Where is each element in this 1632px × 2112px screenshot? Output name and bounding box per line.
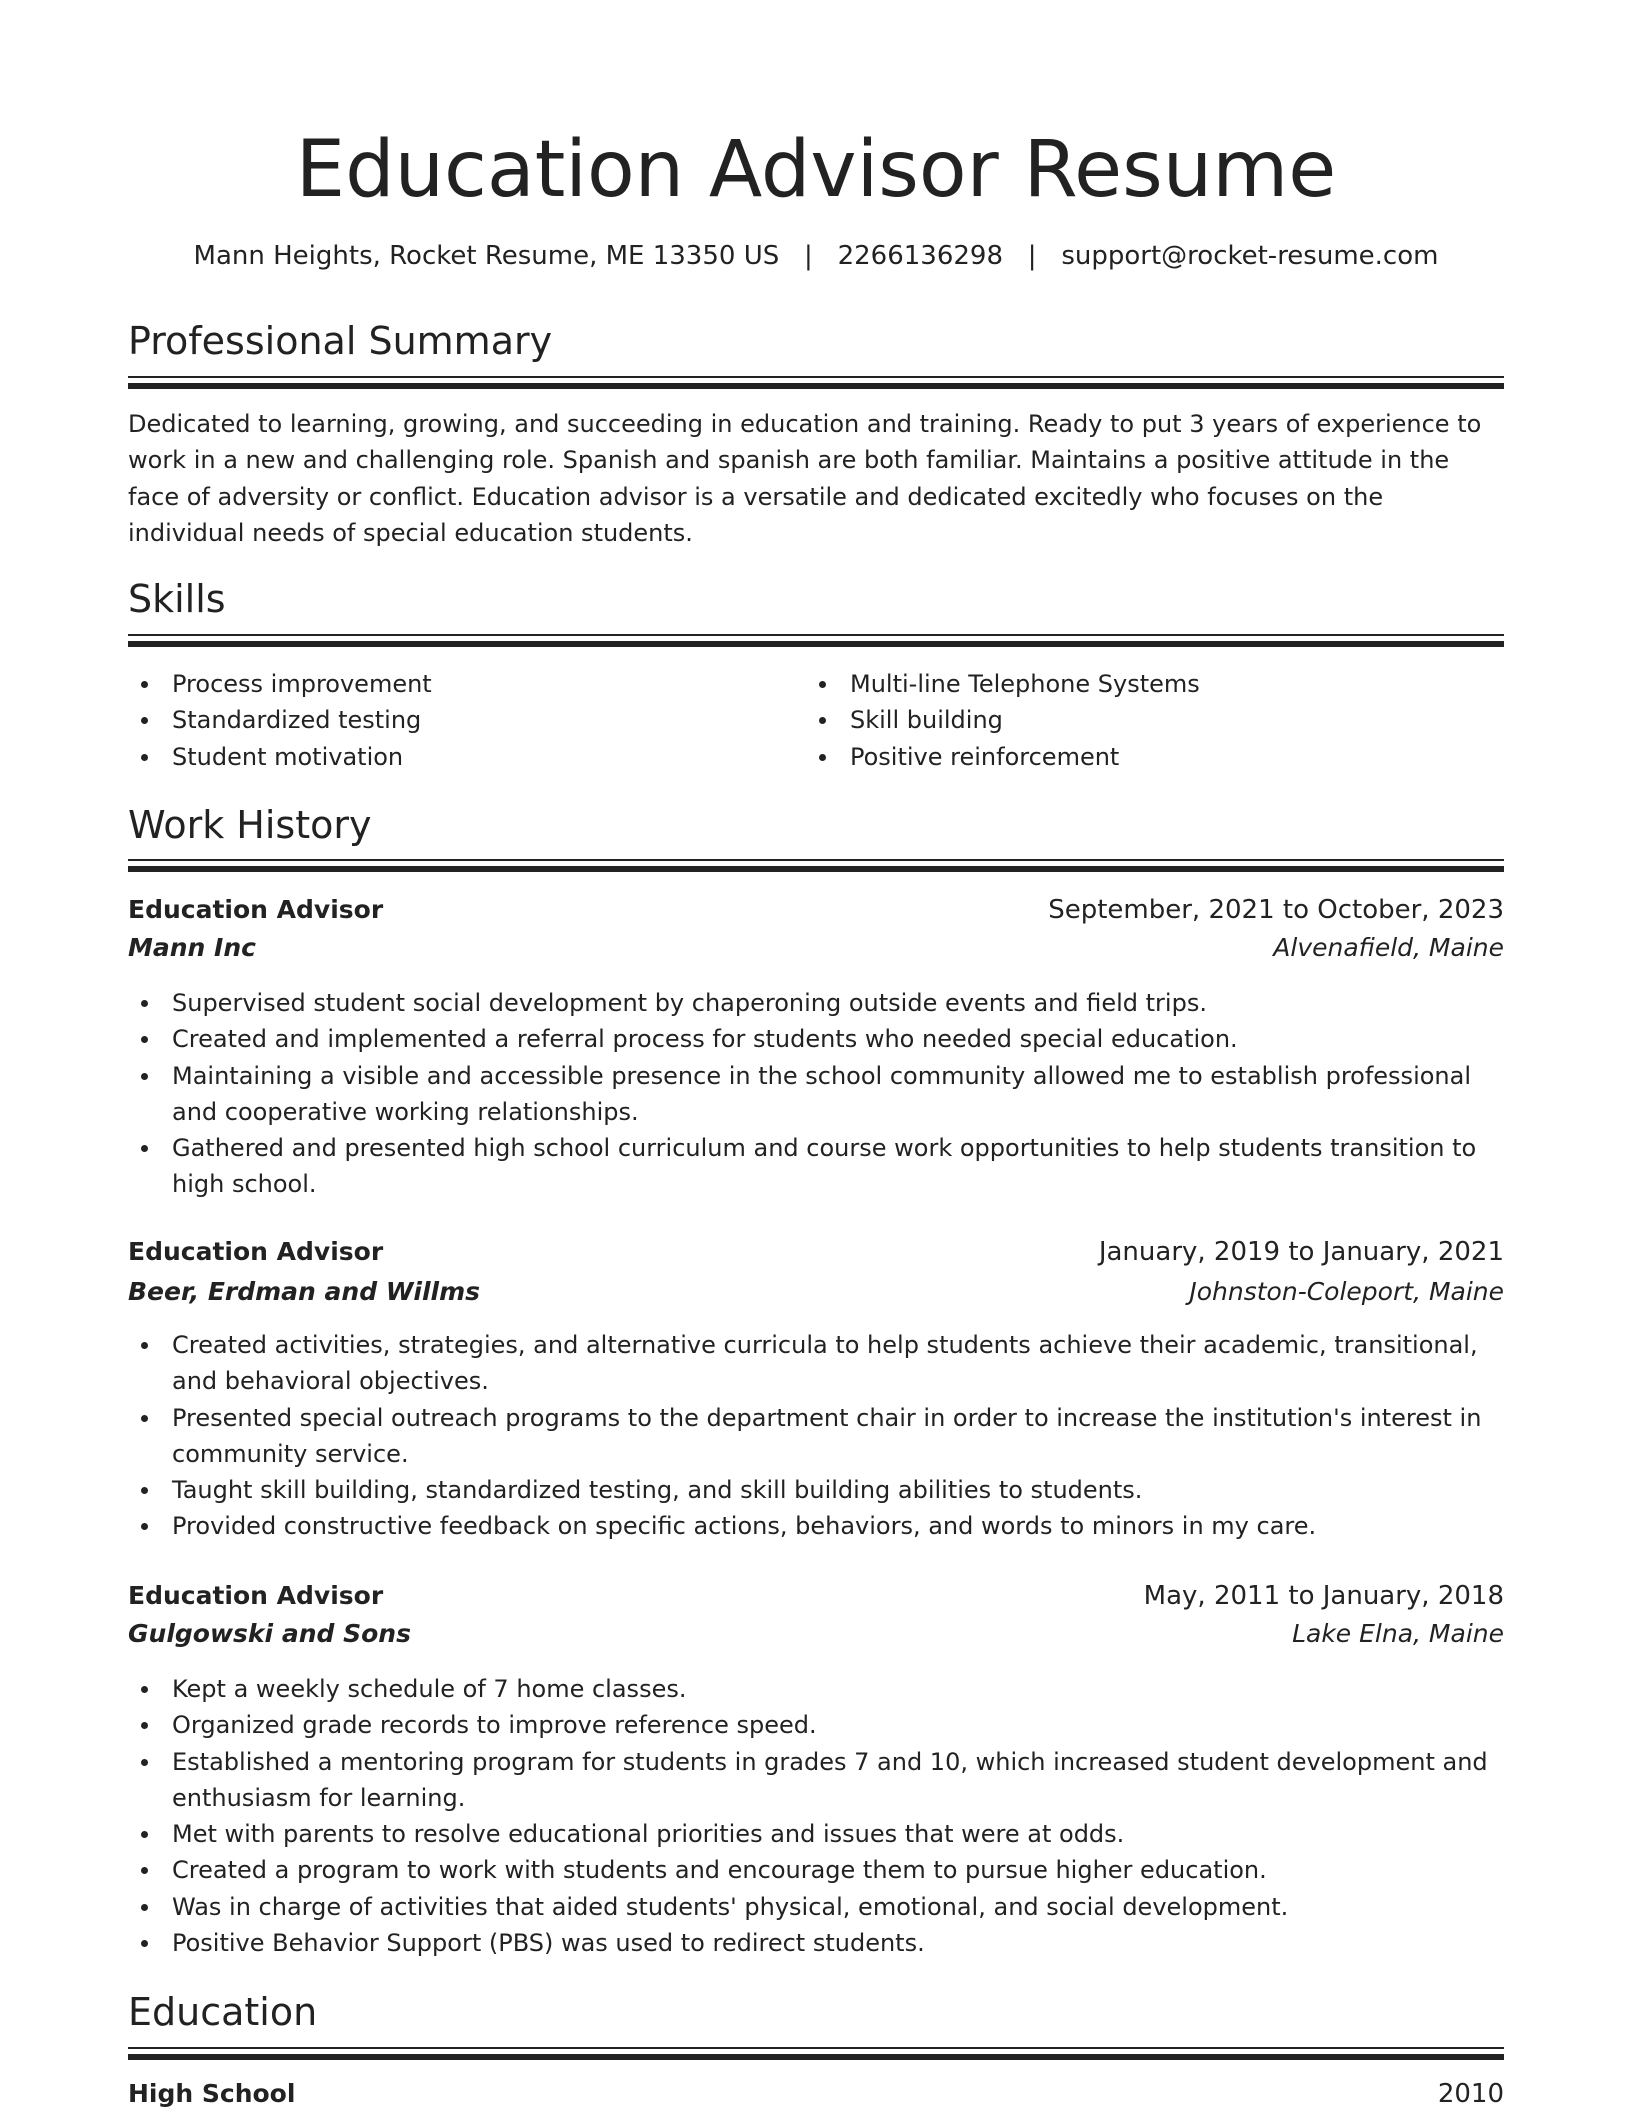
job-bullets — [128, 1671, 1504, 1961]
skills-list-left — [128, 666, 768, 775]
job-title: Education Advisor — [128, 895, 384, 924]
education-divider-thin — [128, 2047, 1504, 2049]
skills-divider-thick — [128, 641, 1504, 647]
summary-heading: Professional Summary — [128, 319, 553, 363]
skill-item: Positive reinforcement — [806, 739, 1446, 775]
skill-item: Standardized testing — [128, 702, 768, 738]
summary-divider-thin — [128, 376, 1504, 378]
job-bullet: Presented special outreach programs to the department chair in order to increase the institution's interest in community service. — [128, 1400, 1504, 1473]
job-location: Johnston-Coleport, Maine — [1189, 1277, 1504, 1306]
job-bullet: Maintaining a visible and accessible presence in the school community allowed me to establish professional and cooperative working relationships. — [128, 1058, 1504, 1131]
skills-section-header — [128, 574, 1504, 624]
job-bullet: Created a program to work with students and encourage them to pursue higher education. — [128, 1852, 1504, 1888]
job-bullets — [128, 1327, 1504, 1545]
contact-line: Mann Heights, Rocket Resume, ME 13350 US | 2266136298 | support@rocket-resume.com — [193, 241, 1439, 271]
skill-item: Student motivation — [128, 739, 768, 775]
education-degree: High School — [128, 2079, 296, 2108]
education-divider-thick — [128, 2054, 1504, 2060]
education-section-header — [128, 1987, 1504, 2037]
job-bullet: Gathered and presented high school curriculum and course work opportunities to help students transition to high school. — [128, 1130, 1504, 1203]
summary-divider-thick — [128, 383, 1504, 389]
job-bullet: Created activities, strategies, and alternative curricula to help students achieve their academic, transitional, and behavioral objectives. — [128, 1327, 1504, 1400]
job-bullet: Supervised student social development by chaperoning outside events and field trips. — [128, 985, 1504, 1021]
job-bullet: Established a mentoring program for students in grades 7 and 10, which increased student development and enthusiasm for learning. — [128, 1744, 1504, 1817]
job-bullet: Provided constructive feedback on specific actions, behaviors, and words to minors in my care. — [128, 1508, 1504, 1544]
job-bullet: Met with parents to resolve educational priorities and issues that were at odds. — [128, 1816, 1504, 1852]
education-heading: Education — [128, 1990, 318, 2034]
job-bullet: Kept a weekly schedule of 7 home classes. — [128, 1671, 1504, 1707]
job-bullet: Organized grade records to improve reference speed. — [128, 1707, 1504, 1743]
job-bullet: Was in charge of activities that aided students' physical, emotional, and social development. — [128, 1889, 1504, 1925]
job-title: Education Advisor — [128, 1581, 384, 1610]
job-location: Lake Elna, Maine — [1292, 1619, 1504, 1648]
job-title: Education Advisor — [128, 1237, 384, 1266]
skills-heading: Skills — [128, 577, 226, 621]
education-year: 2010 — [1437, 2079, 1504, 2109]
skills-list-right — [806, 666, 1446, 775]
job-dates: January, 2019 to January, 2021 — [1098, 1237, 1504, 1267]
work-heading: Work History — [128, 803, 372, 847]
job-company: Mann Inc — [128, 933, 256, 962]
work-section-header — [128, 800, 1504, 850]
job-location: Alvenafield, Maine — [1273, 933, 1504, 962]
skill-item: Multi-line Telephone Systems — [806, 666, 1446, 702]
summary-section-header — [128, 316, 1504, 366]
job-bullets — [128, 985, 1504, 1203]
job-dates: September, 2021 to October, 2023 — [1048, 895, 1504, 925]
work-divider-thick — [128, 866, 1504, 872]
summary-text: Dedicated to learning, growing, and succeeding in education and training. Ready to put 3 years of experience to work in a new and challenging role. Spanish and spanish are both familiar. Maintains a positive attitude in the face of adversity or conflict. Education advisor is a versatile and dedicated excitedly who focuses on the individual needs of special education students. — [128, 410, 1482, 547]
work-divider-thin — [128, 859, 1504, 861]
job-bullet: Taught skill building, standardized testing, and skill building abilities to students. — [128, 1472, 1504, 1508]
job-company: Gulgowski and Sons — [128, 1619, 411, 1648]
job-company: Beer, Erdman and Willms — [128, 1277, 481, 1306]
job-bullet: Created and implemented a referral process for students who needed special education. — [128, 1021, 1504, 1057]
job-dates: May, 2011 to January, 2018 — [1143, 1581, 1504, 1611]
skills-divider-thin — [128, 634, 1504, 636]
job-bullet: Positive Behavior Support (PBS) was used to redirect students. — [128, 1925, 1504, 1961]
resume-title: Education Advisor Resume — [295, 125, 1337, 215]
skill-item: Skill building — [806, 702, 1446, 738]
skill-item: Process improvement — [128, 666, 768, 702]
